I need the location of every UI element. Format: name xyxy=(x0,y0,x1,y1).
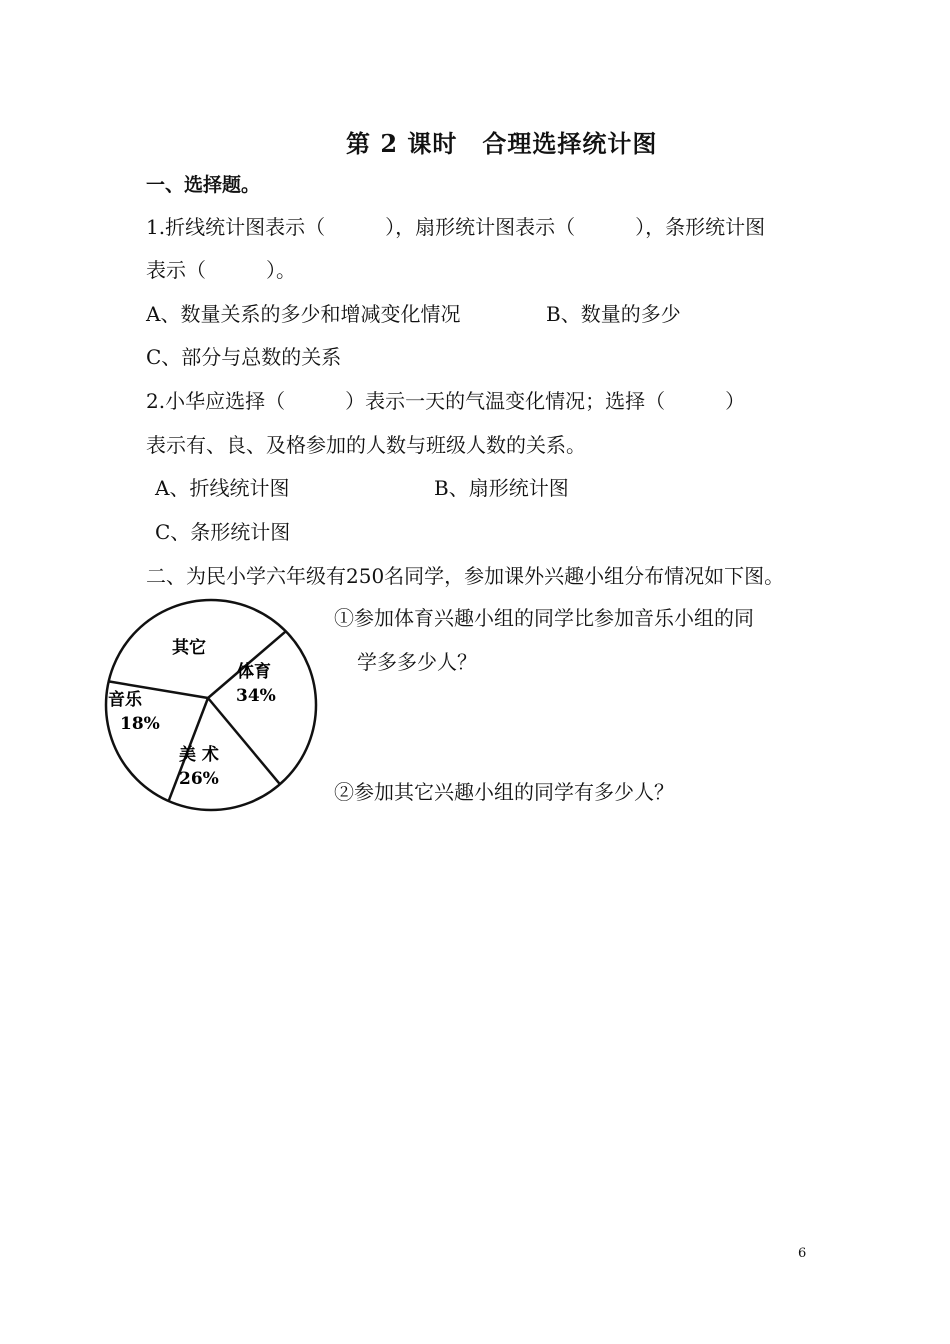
page-number: 6 xyxy=(798,1246,807,1261)
q1-option-a: A、数量关系的多少和增减变化情况 xyxy=(146,302,461,326)
q2-line-2: 表示有、良、及格参加的人数与班级人数的关系。 xyxy=(146,433,586,457)
page-title: 第 2 课时 合理选择统计图 xyxy=(346,129,658,158)
slice-label-music: 音乐 xyxy=(108,690,142,710)
q1-line-1: 1.折线统计图表示（ ），扇形统计图表示（ ），条形统计图 xyxy=(146,215,766,239)
slice-value-sports: 34% xyxy=(236,686,276,706)
q2-option-c: C、条形统计图 xyxy=(155,520,291,544)
q2-option-a: A、折线统计图 xyxy=(155,476,290,500)
slice-value-art: 26% xyxy=(179,769,219,789)
slice-label-art: 美 术 xyxy=(179,745,219,765)
slice-value-music: 18% xyxy=(120,714,160,734)
pie-chart xyxy=(100,598,330,818)
slice-label-other: 其它 xyxy=(172,638,206,658)
q1-option-c: C、部分与总数的关系 xyxy=(146,345,342,369)
q1-line-2: 表示（ ）。 xyxy=(146,258,296,282)
q2-line-1: 2.小华应选择（ ）表示一天的气温变化情况；选择（ ） xyxy=(146,389,746,413)
q2-option-b: B、扇形统计图 xyxy=(434,476,569,500)
s2-q1-line-2: 学多多少人？ xyxy=(357,650,477,674)
q1-option-b: B、数量的多少 xyxy=(546,302,681,326)
s2-q2: ②参加其它兴趣小组的同学有多少人？ xyxy=(334,780,674,804)
section-2-heading: 二、为民小学六年级有250名同学，参加课外兴趣小组分布情况如下图。 xyxy=(146,564,785,588)
section-1-heading: 一、选择题。 xyxy=(146,174,261,196)
s2-q1-line-1: ①参加体育兴趣小组的同学比参加音乐小组的同 xyxy=(334,606,754,630)
slice-label-sports: 体育 xyxy=(237,662,271,682)
